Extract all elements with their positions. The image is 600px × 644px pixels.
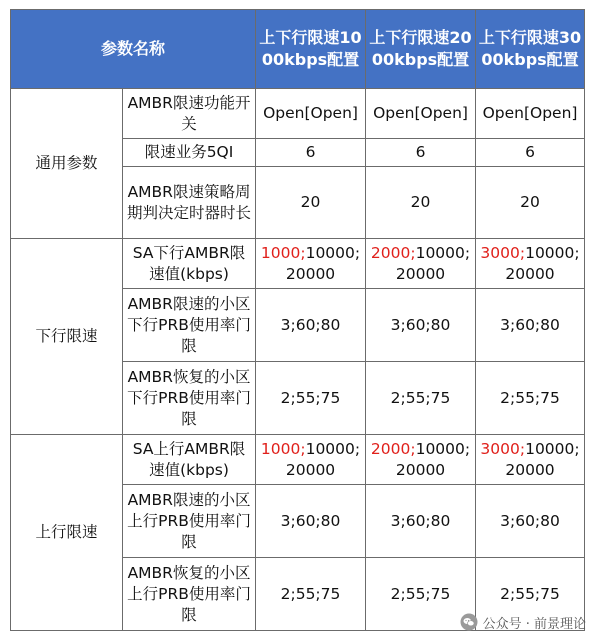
param-value: 2;55;75 [366,558,476,631]
rest-value: 10000;20000 [395,439,471,479]
param-name: AMBR恢复的小区下行PRB使用率门限 [123,362,256,435]
param-value: 2;55;75 [256,558,366,631]
header-col-3000: 上下行限速3000kbps配置 [476,10,585,89]
param-value: 2;55;75 [476,558,585,631]
param-value: 6 [256,139,366,167]
group-uplink: 上行限速 [11,435,123,631]
param-value: 2;55;75 [256,362,366,435]
rest-value: 10000;20000 [505,439,580,479]
rest-value: 10000;20000 [395,243,471,283]
header-col-1000: 上下行限速1000kbps配置 [256,10,366,89]
rest-value: 10000;20000 [285,439,361,479]
parameter-table [10,9,585,631]
param-value [366,435,476,485]
param-value: 3;60;80 [366,289,476,362]
param-name: AMBR恢复的小区上行PRB使用率门限 [123,558,256,631]
param-value: 3;60;80 [476,485,585,558]
param-value [476,239,585,289]
param-name: SA上行AMBR限速值(kbps) [123,435,256,485]
param-value [476,435,585,485]
header-col-2000: 上下行限速2000kbps配置 [366,10,476,89]
watermark-text: 公众号 · 前景理论 [482,616,586,632]
param-value: Open[Open] [476,89,585,139]
highlight-value: 2000; [370,439,416,458]
highlight-value: 1000; [260,439,306,458]
param-name: 限速业务5QI [123,139,256,167]
watermark [460,612,586,632]
highlight-value: 1000; [260,243,306,262]
param-value: 6 [476,139,585,167]
param-value: Open[Open] [256,89,366,139]
param-value: 2;55;75 [366,362,476,435]
param-value: 20 [256,167,366,239]
header-row [11,10,585,89]
param-value: 20 [366,167,476,239]
param-value: 3;60;80 [366,485,476,558]
param-value: 6 [366,139,476,167]
param-value [256,239,366,289]
wechat-icon [460,613,478,631]
param-value: 3;60;80 [256,289,366,362]
param-name: AMBR限速的小区上行PRB使用率门限 [123,485,256,558]
header-param-name: 参数名称 [11,10,256,89]
group-downlink: 下行限速 [11,239,123,435]
param-name: AMBR限速的小区下行PRB使用率门限 [123,289,256,362]
highlight-value: 3000; [480,439,526,458]
param-value: 3;60;80 [256,485,366,558]
param-value: 20 [476,167,585,239]
rest-value: 10000;20000 [505,243,580,283]
table-row [11,239,585,289]
table-row [11,89,585,139]
highlight-value: 3000; [480,243,526,262]
param-value [256,435,366,485]
param-value: 2;55;75 [476,362,585,435]
param-value: 3;60;80 [476,289,585,362]
param-value: Open[Open] [366,89,476,139]
param-name: SA下行AMBR限速值(kbps) [123,239,256,289]
group-general: 通用参数 [11,89,123,239]
param-name: AMBR限速功能开关 [123,89,256,139]
highlight-value: 2000; [370,243,416,262]
rest-value: 10000;20000 [285,243,361,283]
param-value [366,239,476,289]
param-name: AMBR限速策略周期判决定时器时长 [123,167,256,239]
table-row [11,435,585,485]
